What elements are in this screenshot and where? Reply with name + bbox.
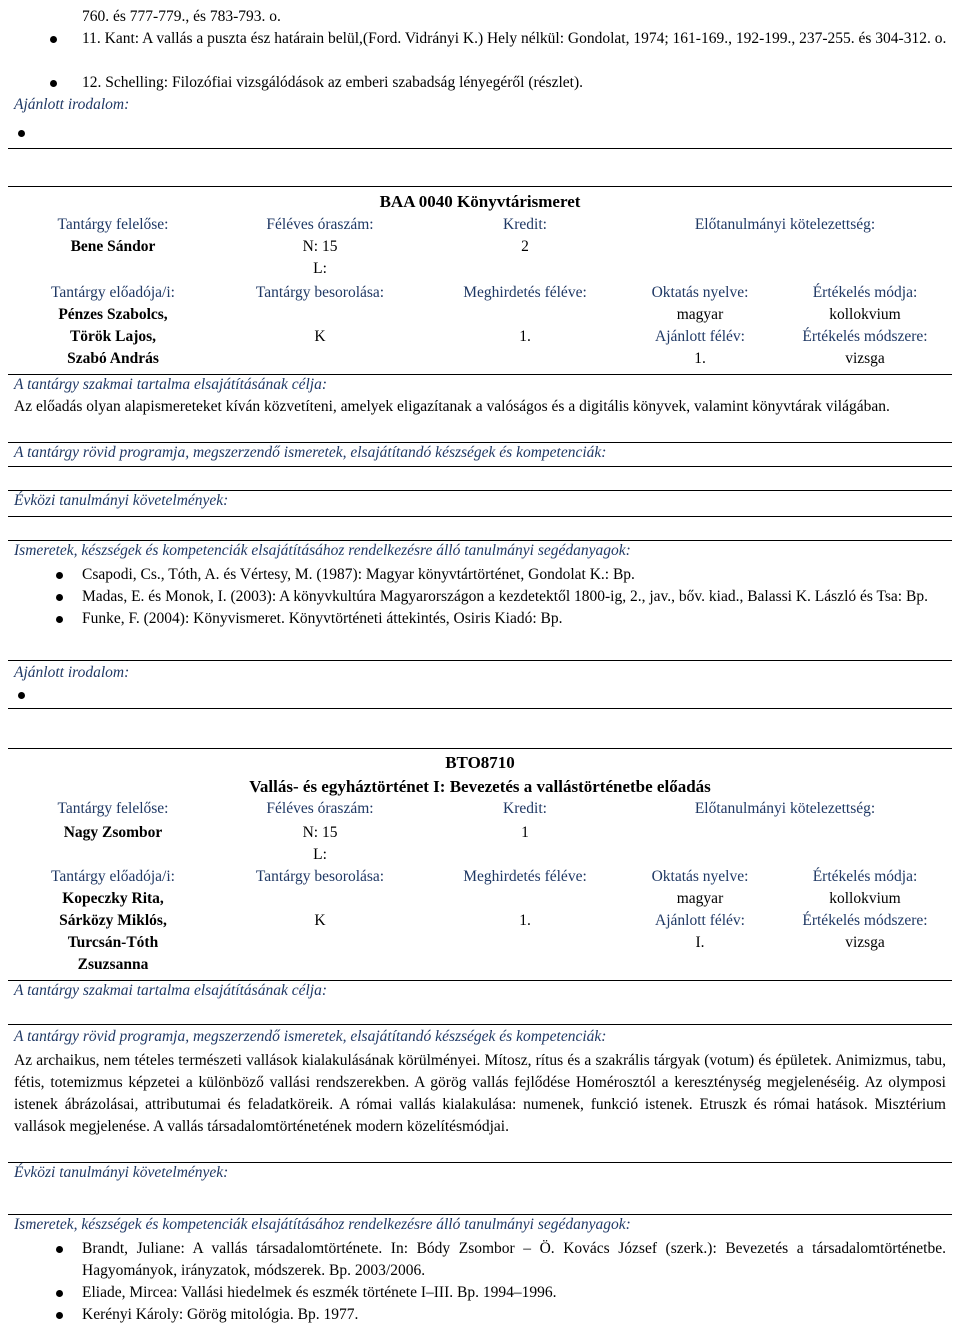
goal-heading: A tantárgy szakmai tartalma elsajátításának célja: <box>14 376 327 393</box>
eval-method-value: vizsga <box>845 934 885 951</box>
hours-l: L: <box>313 260 327 277</box>
program-heading: A tantárgy rövid programja, megszerzendő ismeretek, elsajátítandó készségek és kompetenciák: <box>14 1028 607 1045</box>
eval-value: kollokvium <box>829 306 901 323</box>
responsible-name: Nagy Zsombor <box>63 824 163 841</box>
bullet-icon <box>50 36 57 43</box>
divider <box>8 516 952 517</box>
hours-n: N: 15 <box>302 824 338 841</box>
lecturer-name: Pénzes Szabolcs, <box>58 306 168 323</box>
recommended-heading: Ajánlott irodalom: <box>14 664 130 681</box>
materials-heading: Ismeretek, készségek és kompetenciák elsajátításához rendelkezésre álló tanulmányi segédanyagok: <box>14 1216 631 1233</box>
lecturer-name: Kopeczky Rita, <box>62 890 164 907</box>
classification-label: Tantárgy besorolása: <box>255 868 385 885</box>
hours-n: N: 15 <box>302 238 338 255</box>
divider <box>8 660 952 661</box>
list-item: 760. és 777-779., és 783-793. o. <box>82 8 281 25</box>
eval-method-label: Értékelés módszere: <box>802 328 928 345</box>
classification-value: K <box>314 328 326 345</box>
language-value: magyar <box>676 890 724 907</box>
divider <box>8 186 952 187</box>
materials-heading: Ismeretek, készségek és kompetenciák elsajátításához rendelkezésre álló tanulmányi segédanyagok: <box>14 542 631 559</box>
materials-list <box>14 1238 946 1326</box>
language-label: Oktatás nyelve: <box>651 284 749 301</box>
bullet-icon <box>18 130 25 137</box>
divider <box>8 1024 952 1025</box>
eval-method-label: Értékelés módszere: <box>802 912 928 929</box>
list-item: 12. Schelling: Filozófiai vizsgálódások az emberi szabadság lényegéről (részlet). <box>82 74 583 91</box>
goal-text: Az előadás olyan alapismereteket kíván közvetíteni, amelyek eligazítanak a valóságos és a digitális könyvek, valamint könyvtárak világában. <box>14 398 890 415</box>
bullet-icon <box>50 80 57 87</box>
eval-label: Értékelés módja: <box>812 284 918 301</box>
responsible-name: Bene Sándor <box>70 238 156 255</box>
classification-value: K <box>314 912 326 929</box>
credit-label: Kredit: <box>503 800 547 817</box>
list-item: Kerényi Károly: Görög mitológia. Bp. 1977. <box>14 1304 946 1326</box>
program-heading: A tantárgy rövid programja, megszerzendő ismeretek, elsajátítandó készségek és kompetenciák: <box>14 444 607 461</box>
divider <box>8 748 952 749</box>
list-item: Brandt, Juliane: A vallás társadalomtörténete. In: Bódy Zsombor – Ö. Kovács József (szerk.): Bevezetés a társadalomtörténetbe. Hagyományok, irányzatok, módszerek. Bp. 2003/2006. <box>14 1238 946 1282</box>
recommended-heading: Ajánlott irodalom: <box>14 96 130 113</box>
responsible-label: Tantárgy felelőse: <box>57 216 169 233</box>
lecturer-name: Zsuzsanna <box>77 956 149 973</box>
rec-semester-value: I. <box>695 934 705 951</box>
requirements-heading: Évközi tanulmányi követelmények: <box>14 492 229 509</box>
lecturer-name: Sárközy Miklós, <box>59 912 167 929</box>
course-title: Vallás- és egyháztörténet I: Bevezetés a vallástörténetbe előadás <box>249 777 711 796</box>
semester-value: 1. <box>519 912 531 929</box>
rec-semester-value: 1. <box>694 350 706 367</box>
prereq-label: Előtanulmányi kötelezettség: <box>694 216 876 233</box>
divider <box>8 466 952 467</box>
list-item: Madas, E. és Monok, I. (2003): A könyvkultúra Magyarországon a kezdetektől 1800-ig, 2., jav., bőv. kiad., Balassi K. László és Tsa: Bp. <box>14 586 946 608</box>
prereq-label: Előtanulmányi kötelezettség: <box>694 800 876 817</box>
lecturer-label: Tantárgy előadója/i: <box>51 284 175 301</box>
course-code: BTO8710 <box>445 753 515 772</box>
eval-method-value: vizsga <box>845 350 885 367</box>
semester-label: Meghirdetés féléve: <box>463 868 587 885</box>
requirements-heading: Évközi tanulmányi követelmények: <box>14 1164 229 1181</box>
hours-label: Féléves óraszám: <box>266 800 374 817</box>
eval-label: Értékelés módja: <box>812 868 918 885</box>
lecturer-name: Török Lajos, <box>69 328 157 345</box>
goal-heading: A tantárgy szakmai tartalma elsajátításának célja: <box>14 982 327 999</box>
credit-value: 2 <box>521 238 529 255</box>
list-item: Funke, F. (2004): Könyvismeret. Könyvtörténeti áttekintés, Osiris Kiadó: Bp. <box>14 608 946 630</box>
divider <box>8 148 952 149</box>
materials-list <box>14 564 946 630</box>
hours-label: Féléves óraszám: <box>266 216 374 233</box>
hours-l: L: <box>313 846 327 863</box>
lecturer-name: Turcsán-Tóth <box>67 934 159 951</box>
lecturer-label: Tantárgy előadója/i: <box>51 868 175 885</box>
course-title: BAA 0040 Könyvtárismeret <box>379 192 581 211</box>
eval-value: kollokvium <box>829 890 901 907</box>
divider <box>8 708 952 709</box>
rec-semester-label: Ajánlott félév: <box>655 328 745 345</box>
credit-value: 1 <box>521 824 529 841</box>
list-item: Eliade, Mircea: Vallási hiedelmek és eszmék története I–III. Bp. 1994–1996. <box>14 1282 946 1304</box>
classification-label: Tantárgy besorolása: <box>255 284 385 301</box>
rec-semester-label: Ajánlott félév: <box>655 912 745 929</box>
semester-value: 1. <box>519 328 531 345</box>
program-text: Az archaikus, nem tételes természeti vallások kialakulásának körülményei. Mítosz, rítus és a szakrális tárgyak (votum) és épületek. Animizmus, tabu, fétis, totemizmus képzetei a különböző vallási rendszerekben. A görög vallás fejlődése Homérosztól a kereszténység megjelenéséig. Az olymposi istenek ábrázolásai, attributumai és feladatköreik. A római vallás kialakulása: numenek, funkció istenek. Etruszk és római hatások. Misztérium vallások megjelenése. A vallás társadalomtörténetének modern közelítésmódjai. <box>14 1052 946 1135</box>
language-value: magyar <box>676 306 724 323</box>
language-label: Oktatás nyelve: <box>651 868 749 885</box>
bullet-icon <box>18 692 25 699</box>
list-item: 11. Kant: A vallás a puszta ész határain belül,(Ford. Vidrányi K.) Hely nélkül: Gondolat, 1974; 161-169., 192-199., 237-255. és 304-312. o. <box>82 30 947 47</box>
lecturer-name: Szabó András <box>67 350 159 367</box>
list-item: Csapodi, Cs., Tóth, A. és Vértesy, M. (1987): Magyar könyvtártörténet, Gondolat K.: Bp. <box>14 564 946 586</box>
credit-label: Kredit: <box>503 216 547 233</box>
semester-label: Meghirdetés féléve: <box>463 284 587 301</box>
responsible-label: Tantárgy felelőse: <box>57 800 169 817</box>
